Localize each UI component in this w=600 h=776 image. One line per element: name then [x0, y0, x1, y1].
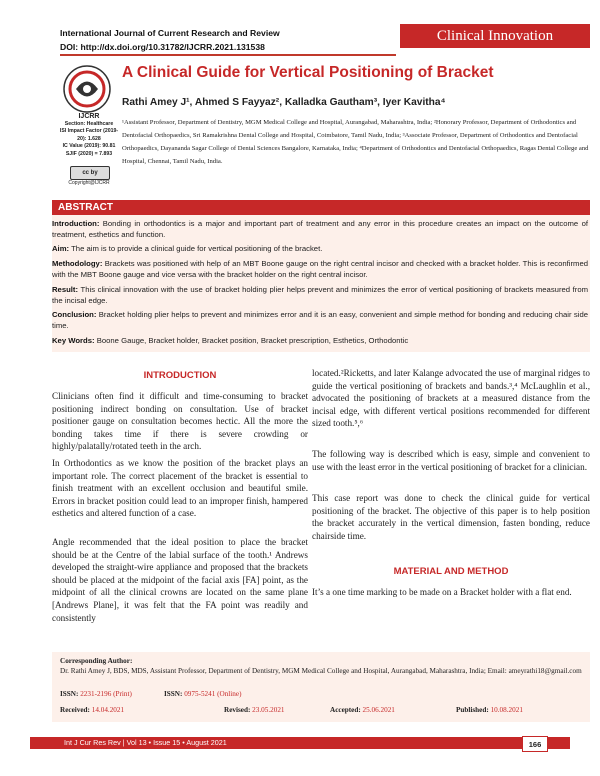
method-paragraph-1: It’s a one time marking to be made on a Bracket holder with a flat end.: [312, 587, 572, 597]
revised-date: [224, 705, 285, 715]
method-heading: MATERIAL AND METHOD: [393, 566, 509, 577]
author-affiliations: ¹Assistant Professor, Department of Dentistry, MGM Medical College and Hospital, Aurangabad, Maharashtra, India; ²Honorary Professor, Department of Orthodontics and Dentofacial Orthopaedics, Sri Ramakrishna Dental College and Hospital, Coimbatore, Tamil Nadu, India; ³Associate Professor, Department of Orthodontics and Dentofacial Orthopaedics, Dayananda Sagar College of Dental Sciences Bangalore, Karnataka, India; ⁴Department of Orthodontics and Dentofacial Orthopaedics, Ragas Dental College and Hospital, Chennai, Tamil Nadu, India.: [122, 119, 589, 165]
journal-metrics: [58, 113, 120, 158]
result-label: Result:: [52, 285, 79, 294]
ic-value: IC Value (2019): 90.81: [62, 143, 116, 149]
abstract-aim: [52, 244, 588, 255]
intro-paragraph-1: Clinicians often find it difficult and time-consuming to bracket positioning indirect bonding on consultation. Use of bracket positioner gauge on consultation becomes hectic. All the more the bonding takes time if there is severe crowding or highly/palatally/rotated teeth in the arch.: [52, 391, 308, 452]
accepted-value: 25.06.2021: [362, 706, 395, 714]
copyright-text: Copyright@IJCRR: [68, 180, 110, 186]
journal-name: International Journal of Current Research and Review: [60, 28, 280, 38]
issn-print: [60, 689, 132, 699]
article-type-banner: Clinical Innovation: [400, 24, 590, 48]
issn-online: [164, 689, 241, 699]
intro-paragraph-4: located.²Ricketts, and later Kalange advocated the use of marginal ridges to guide the vertical positioning of brackets and bands.³,⁴ McLaughlin et al., advocated the positioning of brackets at a measured distance from the incisal edge, with different vertical positions recommended for different sized tooth.⁵,⁶: [312, 368, 590, 429]
methodology-text: Brackets was positioned with help of an MBT Boone gauge on the right central incisor and checked with a bracket holder. This is reconfirmed with the MBT Boone gauge and vice versa with the bracket holder on the right central incisor.: [52, 259, 589, 279]
published-value: 10.08.2021: [490, 706, 523, 714]
received-value: 14.04.2021: [91, 706, 125, 714]
intro-paragraph-6: This case report was done to check the clinical guide for vertical positioning of the bracket. The objective of this paper is to help position the bracket accurately in the vertical dimension, fasten bonding, reduce chairside time.: [312, 493, 590, 541]
revised-value: 23.05.2021: [252, 706, 285, 714]
accepted-label: Accepted:: [330, 706, 361, 714]
aim-text: The aim is to provide a clinical guide for vertical positioning of the bracket.: [71, 244, 323, 253]
logo-text: IJCRR: [78, 113, 100, 120]
accepted-date: [330, 705, 395, 715]
correspondence-block: [60, 656, 584, 676]
abstract-methodology: [52, 259, 588, 280]
introduction-text: Bonding in orthodontics is a major and important part of treatment and any error in this procedure creates an impact on the outcome of treatment, esthetics and function.: [52, 219, 588, 239]
intro-paragraph-5: The following way is described which is easy, simple and convenient to use with the least error in the vertical positioning of bracket for a clinician.: [312, 449, 590, 472]
received-date: [60, 705, 124, 715]
methodology-label: Methodology:: [52, 259, 103, 268]
abstract-conclusion: [52, 310, 588, 331]
introduction-label: Introduction:: [52, 219, 100, 228]
conclusion-text: Bracket holding plier helps to prevent and minimizes error and it is an easy, convenient and simple method for bonding and reducing chair side time.: [52, 310, 589, 330]
issn-print-label: ISSN:: [60, 690, 79, 698]
intro-paragraph-2: In Orthodontics as we know the position of the bracket plays an important role. The correct placement of the bracket is essential to finish treatment with an excellent occlusion and beautiful smile. Errors in bracket position could lead to an improper finish, hampered esthetics and altered function of a case.: [52, 458, 308, 519]
abstract-result: [52, 285, 588, 306]
isi-impact-factor: ISI Impact Factor (2019-20): 1.628: [59, 128, 119, 142]
article-title: A Clinical Guide for Vertical Positioning of Bracket: [122, 64, 494, 81]
journal-logo-icon: [62, 64, 112, 114]
introduction-heading: INTRODUCTION: [143, 370, 217, 381]
keywords-text: Boone Gauge, Bracket holder, Bracket position, Bracket prescription, Esthetics, Orthodontic: [96, 336, 409, 345]
correspondence-label: Corresponding Author:: [60, 657, 133, 665]
author-list: Rathi Amey J¹, Ahmed S Fayyaz², Kalladka Gautham³, Iyer Kavitha⁴: [122, 97, 446, 108]
intro-paragraph-3: Angle recommended that the ideal position to place the bracket should be at the Centre of the labial surface of the tooth.¹ Andrews developed the straight-wire appliance and proposed that the brackets should be placed at the midpoint of the facial axis [FA] point, as the midpoint of all the clinical crowns are located on the same plane [Andrews Plane], it was felt that the FA point was readily and consistently: [52, 537, 308, 623]
abstract-heading: ABSTRACT: [52, 200, 590, 215]
issn-print-value: 2231-2196 (Print): [80, 690, 132, 698]
result-text: This clinical innovation with the use of bracket holding plier helps prevent and minimizes the error of vertical positioning of brackets measured from the incisal edge.: [52, 285, 589, 305]
keywords-label: Key Words:: [52, 336, 95, 345]
sjif-value: SJIF (2020) = 7.893: [65, 150, 113, 157]
issn-online-value: 0975-5241 (Online): [184, 690, 242, 698]
aim-label: Aim:: [52, 244, 70, 253]
abstract-keywords: [52, 336, 588, 347]
page-number: 166: [522, 736, 548, 752]
header-divider: [60, 54, 396, 56]
received-label: Received:: [60, 706, 90, 714]
published-label: Published:: [456, 706, 489, 714]
footer-citation: Int J Cur Res Rev | Vol 13 • Issue 15 • August 2021: [64, 738, 227, 747]
cc-license-icon[interactable]: cc by: [70, 166, 110, 180]
conclusion-label: Conclusion:: [52, 310, 97, 319]
section-label: Section: Healthcare: [64, 120, 114, 127]
correspondence-details: Dr. Rathi Amey J, BDS, MDS, Assistant Professor, Department of Dentistry, MGM Medical College and Hospital, Aurangabad, Maharashtra, India; Email: ameyrathi18@gmail.com: [60, 667, 582, 675]
published-date: [456, 705, 523, 715]
abstract-introduction: [52, 219, 588, 240]
doi-link[interactable]: DOI: http://dx.doi.org/10.31782/IJCRR.2021.131538: [60, 42, 265, 52]
revised-label: Revised:: [224, 706, 251, 714]
issn-online-label: ISSN:: [164, 690, 183, 698]
